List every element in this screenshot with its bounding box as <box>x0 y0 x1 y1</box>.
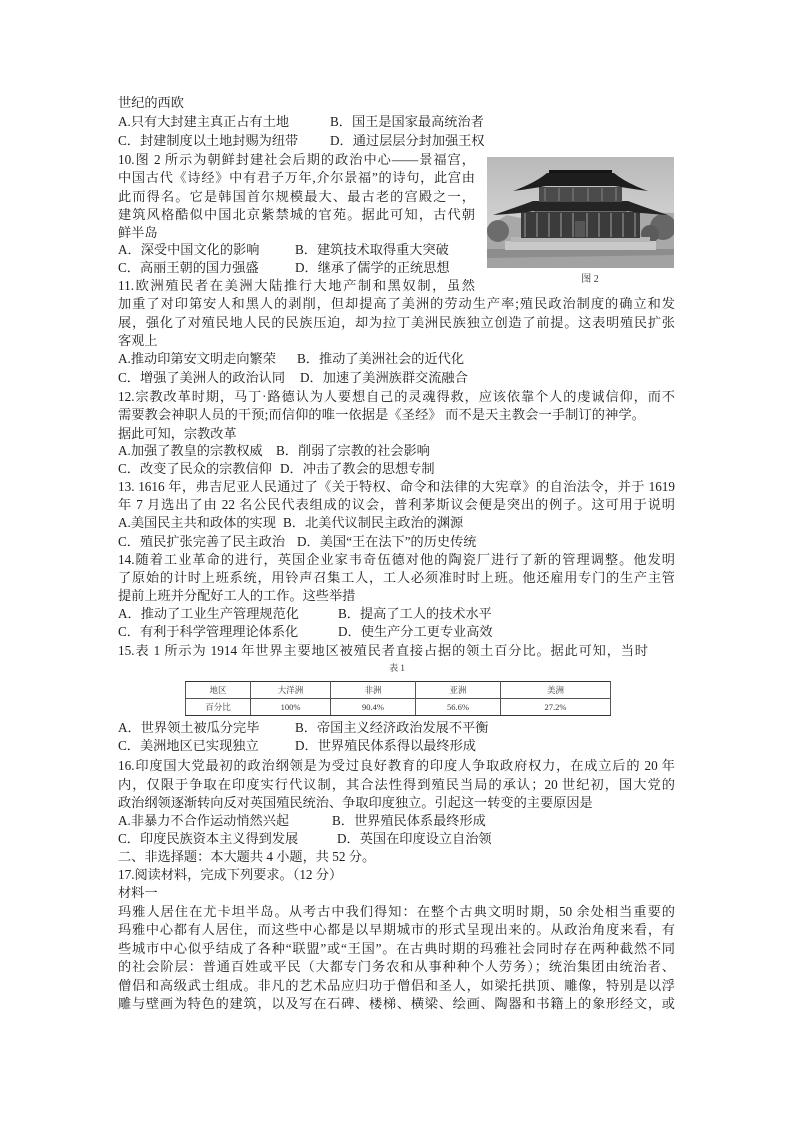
q14-option-d: D．使生产分工更专业高效 <box>338 624 493 639</box>
q11-stem-line: 客观上 <box>118 333 158 348</box>
q9-stem-line: 世纪的西欧 <box>118 95 184 110</box>
q12-stem-line: 据此可知，宗教改革 <box>118 426 237 441</box>
q15-option-b: B．帝国主义经济政治发展不平衡 <box>295 720 489 735</box>
q16-option-c: C．印度民族资本主义得到发展 <box>118 831 299 846</box>
q12-stem-line: 需要教会神职人员的干预;而信仰的唯一依据是《圣经》 而不是天主教会一手制订的神学。 <box>118 407 645 422</box>
material-line: 雕与壁画为特色的建筑，以及写在石碑、楼梯、横梁、绘画、陶器和书籍上的象形经文，或 <box>118 996 675 1011</box>
q16-option-a: A.非暴力不合作运动悄然兴起 <box>118 813 290 828</box>
q17-stem: 17.阅读材料，完成下列要求。（12 分） <box>118 867 343 882</box>
table-header-row <box>186 682 611 699</box>
q9-option-c: C．封建制度以土地封赐为纽带 <box>118 133 299 148</box>
q11-stem-line: 展，强化了对殖民地人民的民族压迫，却为拉丁美洲民族独立创造了前提。这表明殖民扩张 <box>118 315 675 330</box>
q14-option-a: A．推动了工业生产管理规范化 <box>118 606 299 621</box>
table-header-cell: 非洲 <box>331 682 416 699</box>
q12-option-b: B．削弱了宗教的社会影响 <box>276 443 430 458</box>
territory-percentage-table <box>185 681 611 716</box>
q9-option-b: B．国王是国家最高统治者 <box>330 114 484 129</box>
q11-option-b: B．推动了美洲社会的近代化 <box>297 351 465 366</box>
q10-option-b: B．建筑技术取得重大突破 <box>295 242 449 257</box>
q14-option-b: B．提高了工人的技术水平 <box>338 606 492 621</box>
q14-stem-line: 14.随着工业革命的进行，英国企业家韦奇伍德对他的陶瓷厂进行了新的管理调整。他发明 <box>118 552 675 567</box>
table-cell: 27.2% <box>501 699 611 716</box>
q13-stem-line: 年 7 月选出了由 22 名公民代表组成的议会，普利茅斯议会便是突出的例子。这可用于说明 <box>118 497 675 512</box>
material-line: 玛雅人居住在尤卡坦半岛。从考古中我们得知：在整个古典文明时期，50 余处相当重要的 <box>118 904 675 919</box>
q10-option-a: A．深受中国文化的影响 <box>118 242 260 257</box>
q11-option-d: D．加速了美洲族群交流融合 <box>300 370 468 385</box>
table-cell: 百分比 <box>186 699 251 716</box>
figure-2-caption: 图 2 <box>581 274 599 285</box>
material-label: 材料一 <box>118 885 158 900</box>
q11-stem-line: 11.欧洲殖民者在美洲大陆推行大地产制和黑奴制，虽然 <box>118 278 475 293</box>
material-line: 的社会阶层：普通百姓或平民（大都专门务农和从事种种个人劳务）；统治集团由统治者、 <box>118 959 675 974</box>
q16-option-b: B．世界殖民体系最终形成 <box>332 813 486 828</box>
q10-stem-line: 建筑风格酷似中国北京紫禁城的官苑。据此可知，古代朝 <box>118 207 475 222</box>
table-row <box>186 699 611 716</box>
table-1-caption: 表 1 <box>389 663 405 673</box>
q14-option-c: C．有利于科学管理理论体系化 <box>118 624 299 639</box>
q11-option-a: A.推动印第安文明走向繁荣 <box>118 351 276 366</box>
material-line: 僧侣和高级武士组成。非凡的艺术品应归功于僧侣和圣人，如梁托拱顶、雕像，特别是以浮 <box>118 978 675 993</box>
q12-option-d: D．冲击了教会的思想专制 <box>280 461 435 476</box>
q15-option-a: A．世界领土被瓜分完毕 <box>118 720 260 735</box>
table-cell: 56.6% <box>416 699 501 716</box>
q12-stem-line: 12.宗教改革时期，马丁·路德认为人要想自己的灵魂得救，应该依靠个人的虔诚信仰，而不 <box>118 389 675 404</box>
q16-stem-line: 内，仅限于争取在印度实行代议制，其合法性得到殖民当局的承认；20 世纪初，国大党的 <box>118 777 675 792</box>
q12-option-a: A.加强了教皇的宗教权威 <box>118 443 263 458</box>
q13-option-b: B．北美代议制民主政治的渊源 <box>283 515 464 530</box>
q10-stem-line: 10.图 2 所示为朝鲜封建社会后期的政治中心——景福宫， <box>118 152 475 167</box>
q13-stem-line: 13. 1616 年，弗吉尼亚人民通过了《关于特权、命令和法律的大宪章》的自治法令，并于 1619 <box>118 479 675 494</box>
q10-stem-line: 此而得名。它是韩国首尔规模最大、最古老的宫殿之一， <box>118 189 475 204</box>
table-header-cell: 大洋洲 <box>251 682 331 699</box>
q14-stem-line: 提前上班并分配好工人的工作。这些举措 <box>118 588 356 603</box>
q11-stem-line: 加重了对印第安人和黑人的剥削，但却提高了美洲的劳动生产率;殖民政治制度的确立和发 <box>118 296 675 311</box>
q13-option-c: C．殖民扩张完善了民主政治 <box>118 534 286 549</box>
q14-stem-line: 了原始的计时上班系统，用铃声召集工人，工人必须准时时上班。他还雇用专门的生产主管 <box>118 570 675 585</box>
q16-option-d: D．英国在印度设立自治领 <box>337 831 492 846</box>
q13-option-d: D．美国“王在法下”的历史传统 <box>297 534 477 549</box>
q9-option-a: A.只有大封建主真正占有土地 <box>118 114 290 129</box>
table-header-cell: 美洲 <box>501 682 611 699</box>
q13-option-a: A.美国民主共和政体的实现 <box>118 515 276 530</box>
q10-option-d: D．继承了儒学的正统思想 <box>295 260 450 275</box>
q10-option-c: C．高丽王朝的国力强盛 <box>118 260 259 275</box>
q10-stem-line: 中国古代《诗经》中有君子万年,介尔景福”的诗句，此宫由 <box>118 170 475 185</box>
table-header-cell: 亚洲 <box>416 682 501 699</box>
q15-option-c: C．美洲地区已实现独立 <box>118 738 259 753</box>
q15-stem-line: 15.表 1 所示为 1914 年世界主要地区被殖民者直接占据的领土百分比。据此可知，当时 <box>118 643 648 658</box>
table-cell: 90.4% <box>331 699 416 716</box>
material-line: 玛雅中心都有人居住，而这些中心都是以早期城市的形式呈现出来的。从政治角度来看，有 <box>118 922 675 937</box>
q9-option-d: D．通过层层分封加强王权 <box>330 133 485 148</box>
palace-photo <box>487 157 674 268</box>
material-line: 些城市中心似乎结成了各种“联盟”或“王国”。在古典时期的玛雅社会同时存在两种截然不同 <box>118 941 675 956</box>
q11-option-c: C．增强了美洲人的政治认同 <box>118 370 286 385</box>
q16-stem-line: 16.印度国大党最初的政治纲领是为受过良好教育的印度人争取政府权力，在成立后的 20 年 <box>118 758 675 773</box>
q12-option-c: C．改变了民众的宗教信仰 <box>118 461 272 476</box>
q10-stem-line: 鲜半岛 <box>118 225 158 240</box>
table-cell: 100% <box>251 699 331 716</box>
section-heading: 二、非选择题：本大题共 4 小题，共 52 分。 <box>118 849 376 864</box>
q15-option-d: D．世界殖民体系得以最终形成 <box>295 738 476 753</box>
table-header-cell: 地区 <box>186 682 251 699</box>
q16-stem-line: 政治纲领逐渐转向反对英国殖民统治、争取印度独立。引起这一转变的主要原因是 <box>118 795 593 810</box>
